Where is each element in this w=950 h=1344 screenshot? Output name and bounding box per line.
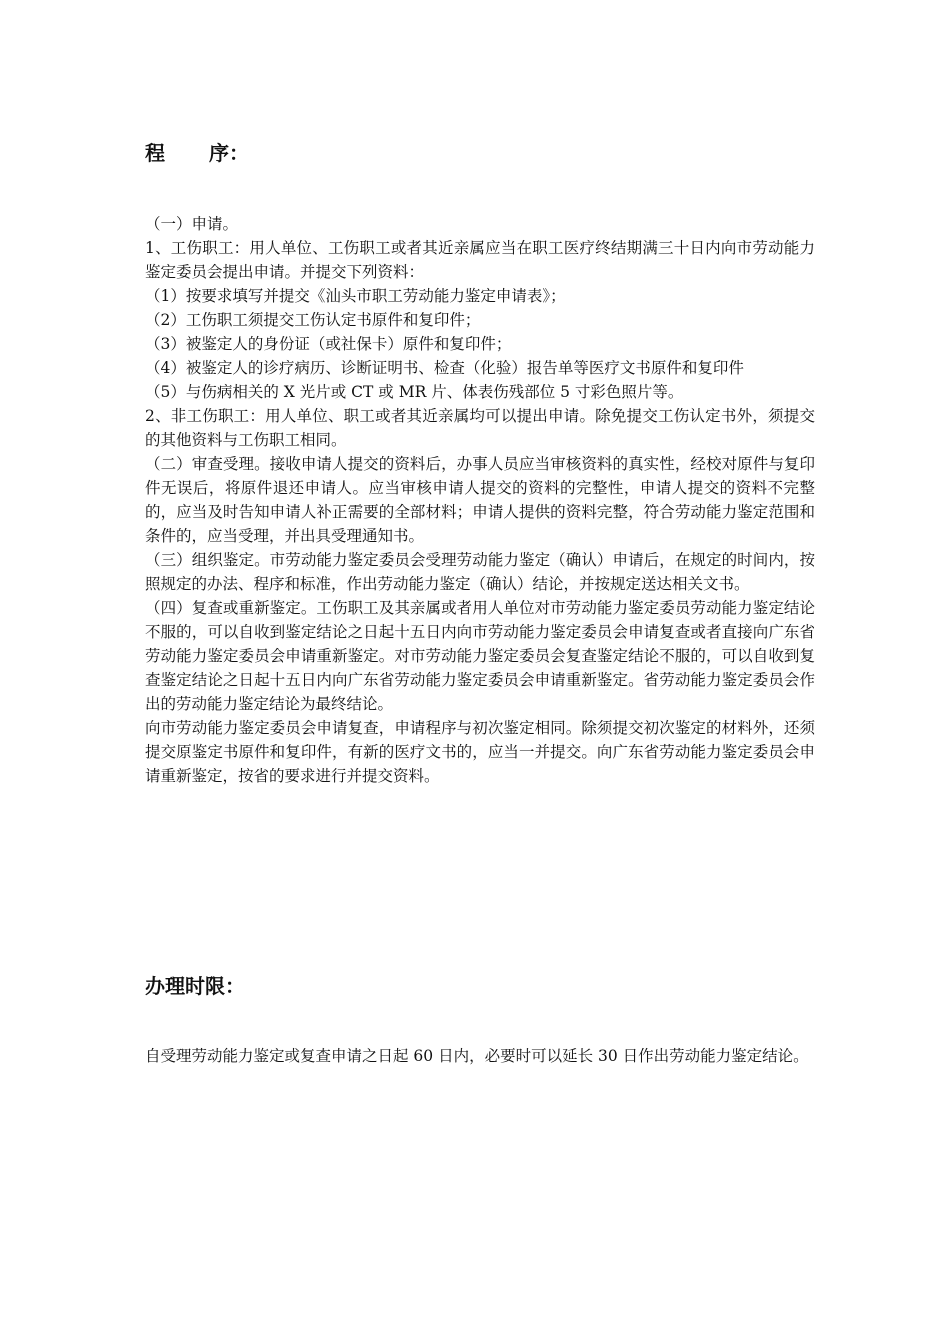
paragraph-injured-worker: 1、工伤职工：用人单位、工伤职工或者其近亲属应当在职工医疗终结期满三十日内向市劳动能力鉴定委员会提出申请。并提交下列资料： <box>145 239 815 281</box>
paragraph-organize-appraisal: （三）组织鉴定。市劳动能力鉴定委员会受理劳动能力鉴定（确认）申请后，在规定的时间内，按照规定的办法、程序和标准，作出劳动能力鉴定（确认）结论，并按规定送达相关文书。 <box>145 551 815 593</box>
paragraph-item-4: （4）被鉴定人的诊疗病历、诊断证明书、检查（化验）报告单等医疗文书原件和复印件 <box>145 359 744 377</box>
paragraph-item-5: （5）与伤病相关的 X 光片或 CT 或 MR 片、体表伤残部位 5 寸彩色照片等。 <box>145 383 684 401</box>
procedure-heading-part1: 程 <box>145 141 165 165</box>
paragraph-item-3: （3）被鉴定人的身份证（或社保卡）原件和复印件； <box>145 335 512 353</box>
paragraph-item-2: （2）工伤职工须提交工伤认定书原件和复印件； <box>145 311 481 329</box>
paragraph-time-limit: 自受理劳动能力鉴定或复查申请之日起 60 日内，必要时可以延长 30 日作出劳动能力鉴定结论。 <box>145 1047 809 1065</box>
paragraph-reexamination: （四）复查或重新鉴定。工伤职工及其亲属或者用人单位对市劳动能力鉴定委员劳动能力鉴定结论不服的，可以自收到鉴定结论之日起十五日内向市劳动能力鉴定委员会申请复查或者直接向广东省劳动能力鉴定委员会申请重新鉴定。对市劳动能力鉴定委员会复查鉴定结论不服的，可以自收到复查鉴定结论之日起十五日内向广东省劳动能力鉴定委员会申请重新鉴定。省劳动能力鉴定委员会作出的劳动能力鉴定结论为最终结论。 <box>145 599 815 713</box>
procedure-body <box>145 212 815 788</box>
procedure-heading <box>145 139 249 167</box>
procedure-heading-part2: 序： <box>209 141 249 165</box>
time-limit-body <box>145 1044 815 1068</box>
paragraph-application: （一）申请。 <box>145 215 239 233</box>
paragraph-non-injured-worker: 2、非工伤职工：用人单位、职工或者其近亲属均可以提出申请。除免提交工伤认定书外，须提交的其他资料与工伤职工相同。 <box>145 407 815 449</box>
time-limit-heading: 办理时限： <box>145 974 245 998</box>
paragraph-item-1: （1）按要求填写并提交《汕头市职工劳动能力鉴定申请表》； <box>145 287 566 305</box>
paragraph-reexamination-procedure: 向市劳动能力鉴定委员会申请复查，申请程序与初次鉴定相同。除须提交初次鉴定的材料外，还须提交原鉴定书原件和复印件，有新的医疗文书的，应当一并提交。向广东省劳动能力鉴定委员会申请重新鉴定，按省的要求进行并提交资料。 <box>145 719 815 785</box>
paragraph-review-acceptance: （二）审查受理。接收申请人提交的资料后，办事人员应当审核资料的真实性，经校对原件与复印件无误后，将原件退还申请人。应当审核申请人提交的资料的完整性，申请人提交的资料不完整的，应当及时告知申请人补正需要的全部材料；申请人提供的资料完整，符合劳动能力鉴定范围和条件的，应当受理，并出具受理通知书。 <box>145 455 815 545</box>
